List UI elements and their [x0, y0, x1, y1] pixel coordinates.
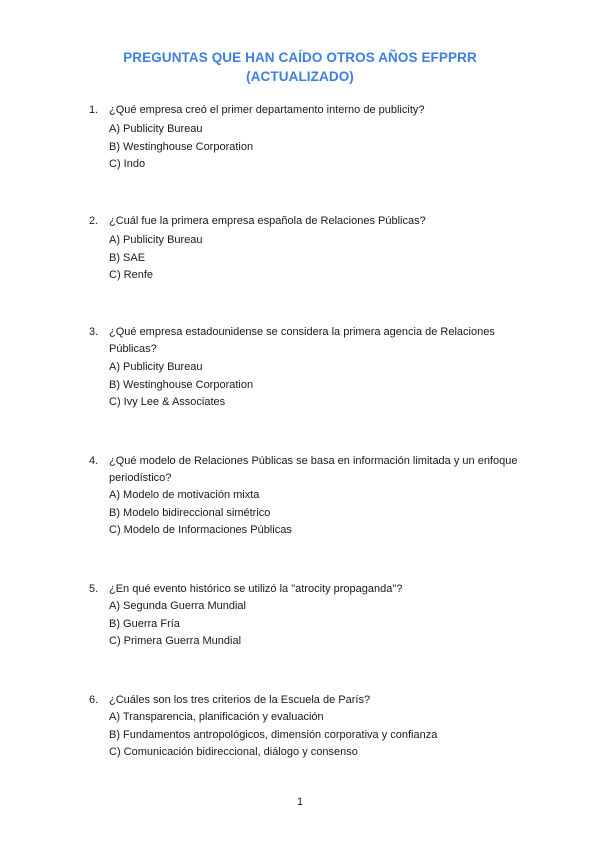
question-number: 5.	[89, 583, 99, 595]
answer-option-a: A) Transparencia, planificación y evaluación	[109, 711, 324, 723]
question-text: ¿En qué evento histórico se utilizó la "atrocity propaganda"?	[109, 583, 403, 595]
question-text: ¿Qué empresa estadounidense se considera la primera agencia de Relaciones Públicas?	[109, 326, 495, 355]
question-number: 1.	[89, 104, 99, 116]
answer-option-a: A) Publicity Bureau	[109, 361, 203, 373]
answer-option-c: C) Primera Guerra Mundial	[109, 635, 242, 648]
answer-option-c: C) Indo	[109, 158, 146, 171]
answer-options	[109, 598, 519, 651]
page-number: 1	[296, 796, 304, 808]
answer-option-a: A) Segunda Guerra Mundial	[109, 600, 246, 612]
answer-option-a: A) Publicity Bureau	[109, 234, 203, 246]
answer-option-a: A) Publicity Bureau	[109, 123, 203, 135]
answer-option-b: B) Westinghouse Corporation	[109, 140, 254, 153]
answer-options	[109, 359, 519, 412]
question-number: 4.	[89, 455, 99, 467]
answer-option-b: B) SAE	[109, 251, 146, 264]
answer-options	[109, 121, 519, 174]
answer-option-b: B) Westinghouse Corporation	[109, 378, 254, 391]
document-title-line-2: (ACTUALIZADO)	[246, 69, 354, 84]
answer-option-c: C) Ivy Lee & Associates	[109, 396, 226, 409]
question-number: 6.	[89, 694, 99, 706]
answer-option-b: B) Guerra Fría	[109, 617, 180, 630]
question-text: ¿Cuál fue la primera empresa española de Relaciones Públicas?	[109, 215, 426, 227]
question-text: ¿Qué modelo de Relaciones Públicas se basa en información limitada y un enfoque periodístico?	[109, 455, 518, 484]
question-number: 2.	[89, 215, 99, 227]
answer-options	[109, 487, 519, 540]
answer-option-c: C) Comunicación bidireccional, diálogo y consenso	[109, 746, 358, 759]
answer-option-c: C) Modelo de Informaciones Públicas	[109, 524, 292, 537]
answer-option-a: A) Modelo de motivación mixta	[109, 489, 260, 501]
answer-option-b: B) Fundamentos antropológicos, dimensión corporativa y confianza	[109, 728, 438, 741]
question-text: ¿Qué empresa creó el primer departamento interno de publicity?	[109, 104, 425, 116]
question-number: 3.	[89, 326, 99, 338]
document-title-line-1: PREGUNTAS QUE HAN CAÍDO OTROS AÑOS EFPPRR	[123, 50, 477, 65]
question-text: ¿Cuáles son los tres criterios de la Escuela de París?	[109, 694, 371, 706]
answer-options	[109, 232, 519, 285]
answer-options	[109, 709, 519, 762]
document-title	[0, 48, 600, 86]
answer-option-c: C) Renfe	[109, 269, 154, 282]
answer-option-b: B) Modelo bidireccional simétrico	[109, 506, 271, 519]
